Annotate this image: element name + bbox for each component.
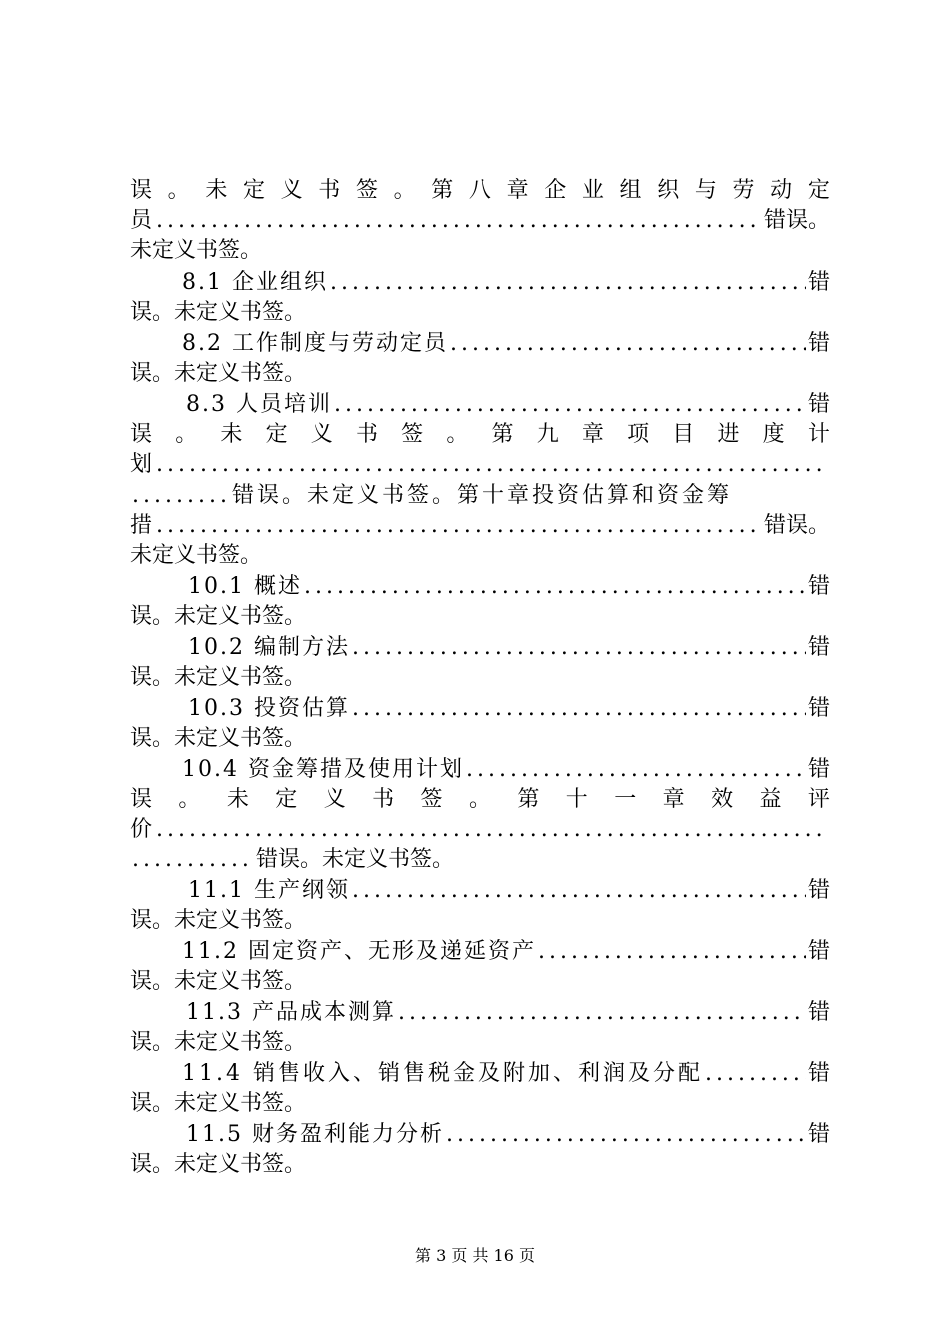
justified-char: 。 bbox=[167, 178, 190, 203]
toc-entry-page: 错 bbox=[807, 939, 830, 964]
toc-entry[interactable] bbox=[182, 329, 830, 359]
leader-dots bbox=[156, 511, 762, 541]
toc-line: 误。未定义书签。 bbox=[130, 1152, 307, 1177]
toc-entry-label: 划 bbox=[130, 452, 155, 477]
toc-entry-page: 错 bbox=[807, 635, 830, 660]
leader-dots bbox=[334, 390, 806, 420]
leader-dots bbox=[156, 450, 828, 480]
toc-entry-label: 8.1 企业组织 bbox=[182, 270, 328, 295]
toc-line: 误。未定义书签。 bbox=[130, 300, 307, 325]
justified-char: 。 bbox=[468, 787, 491, 812]
justified-char: 章 bbox=[581, 422, 604, 447]
leader-dots bbox=[132, 481, 230, 511]
justified-char: 计 bbox=[807, 422, 830, 447]
toc-entry-label: 11.2 固定资产、无形及递延资产 bbox=[182, 939, 536, 964]
leader-dots bbox=[705, 1059, 806, 1089]
toc-entry[interactable] bbox=[188, 876, 830, 906]
justified-char: 未 bbox=[226, 787, 249, 812]
leader-dots bbox=[446, 1120, 806, 1150]
justified-char: 织 bbox=[657, 178, 680, 203]
justified-char: 。 bbox=[178, 787, 201, 812]
justified-char: 章 bbox=[662, 787, 685, 812]
justified-char: 一 bbox=[614, 787, 637, 812]
justified-char: 义 bbox=[323, 787, 346, 812]
toc-entry-page: 错 bbox=[807, 696, 830, 721]
justified-char: 十 bbox=[565, 787, 588, 812]
justified-char: 益 bbox=[759, 787, 782, 812]
toc-entry-page: 错 bbox=[807, 574, 830, 599]
justified-char: 项 bbox=[627, 422, 650, 447]
toc-entry-label: 10.2 编制方法 bbox=[188, 635, 350, 660]
justified-char: 劳 bbox=[732, 178, 755, 203]
justified-char: 进 bbox=[717, 422, 740, 447]
justified-char: 书 bbox=[355, 422, 378, 447]
justified-char: 评 bbox=[807, 787, 830, 812]
toc-line: 误。未定义书签。 bbox=[130, 969, 307, 994]
toc-line: 未定义书签。 bbox=[130, 543, 263, 568]
toc-entry-label: 10.4 资金筹措及使用计划 bbox=[182, 757, 464, 782]
toc-entry-label: 价 bbox=[130, 817, 155, 842]
toc-line: 误。未定义书签。 bbox=[130, 1030, 307, 1055]
toc-line bbox=[130, 785, 830, 815]
justified-char: 效 bbox=[711, 787, 734, 812]
leader-dots bbox=[352, 694, 806, 724]
toc-line bbox=[130, 176, 830, 206]
toc-line bbox=[130, 420, 830, 450]
toc-entry-page: 错 bbox=[807, 757, 830, 782]
toc-entry-page: 错 bbox=[807, 331, 830, 356]
leader-dots bbox=[398, 998, 806, 1028]
toc-line: 误。未定义书签。 bbox=[130, 1091, 307, 1116]
justified-char: 业 bbox=[581, 178, 604, 203]
justified-char: 八 bbox=[468, 178, 491, 203]
toc-line: 误。未定义书签。 bbox=[130, 726, 307, 751]
toc-entry[interactable] bbox=[130, 206, 830, 236]
toc-entry[interactable] bbox=[130, 481, 830, 511]
leader-dots bbox=[466, 755, 806, 785]
justified-char: 第 bbox=[431, 178, 454, 203]
toc-entry-label: 10.3 投资估算 bbox=[188, 696, 350, 721]
toc-entry-label: 10.1 概述 bbox=[188, 574, 302, 599]
toc-entry[interactable] bbox=[182, 268, 830, 298]
leader-dots bbox=[450, 329, 806, 359]
justified-char: 章 bbox=[506, 178, 529, 203]
toc-entry-label: 员 bbox=[130, 208, 155, 233]
justified-char: 定 bbox=[807, 178, 830, 203]
justified-char: 。 bbox=[175, 422, 198, 447]
toc-entry-page: 错 bbox=[807, 878, 830, 903]
toc-entry[interactable] bbox=[182, 937, 830, 967]
justified-char: 误 bbox=[130, 787, 153, 812]
toc-entry[interactable] bbox=[130, 815, 830, 845]
toc-entry-label: 8.2 工作制度与劳动定员 bbox=[182, 331, 448, 356]
justified-char: 义 bbox=[310, 422, 333, 447]
toc-entry-page: 错 bbox=[807, 1122, 830, 1147]
toc-entry-page: 错误。未定义书签。第十章投资估算和资金筹 bbox=[232, 483, 733, 508]
toc-entry-page: 错 bbox=[807, 270, 830, 295]
justified-char: 第 bbox=[517, 787, 540, 812]
leader-dots bbox=[132, 845, 254, 875]
toc-entry[interactable] bbox=[130, 845, 830, 875]
toc-entry[interactable] bbox=[188, 572, 830, 602]
justified-char: 签 bbox=[401, 422, 424, 447]
toc-entry[interactable] bbox=[186, 1120, 830, 1150]
leader-dots bbox=[304, 572, 806, 602]
justified-char: 。 bbox=[393, 178, 416, 203]
justified-char: 书 bbox=[372, 787, 395, 812]
justified-char: 误 bbox=[130, 422, 153, 447]
leader-dots bbox=[156, 815, 828, 845]
justified-char: 定 bbox=[275, 787, 298, 812]
toc-entry-label: 11.1 生产纲领 bbox=[188, 878, 350, 903]
toc-line: 误。未定义书签。 bbox=[130, 665, 307, 690]
justified-char: 未 bbox=[220, 422, 243, 447]
toc-entry-page: 错误。 bbox=[763, 208, 830, 233]
justified-char: 定 bbox=[242, 178, 265, 203]
toc-entry[interactable] bbox=[182, 1059, 830, 1089]
leader-dots bbox=[156, 206, 762, 236]
toc-entry-label: 11.5 财务盈利能力分析 bbox=[186, 1122, 444, 1147]
toc-entry-label: 11.4 销售收入、销售税金及附加、利润及分配 bbox=[182, 1061, 703, 1086]
toc-line: 误。未定义书签。 bbox=[130, 361, 307, 386]
justified-char: 。 bbox=[446, 422, 469, 447]
justified-char: 第 bbox=[491, 422, 514, 447]
toc-entry[interactable] bbox=[130, 511, 830, 541]
justified-char: 书 bbox=[318, 178, 341, 203]
justified-char: 定 bbox=[265, 422, 288, 447]
toc-entry-page: 错 bbox=[807, 1061, 830, 1086]
toc-entry[interactable] bbox=[188, 694, 830, 724]
toc-line: 误。未定义书签。 bbox=[130, 908, 307, 933]
justified-char: 组 bbox=[619, 178, 642, 203]
justified-char: 企 bbox=[544, 178, 567, 203]
toc-entry[interactable] bbox=[186, 998, 830, 1028]
toc-entry-label: 11.3 产品成本测算 bbox=[186, 1000, 396, 1025]
leader-dots bbox=[538, 937, 806, 967]
justified-char: 误 bbox=[130, 178, 153, 203]
justified-char: 目 bbox=[672, 422, 695, 447]
toc-entry[interactable] bbox=[188, 633, 830, 663]
page-footer: 第 3 页 共 16 页 bbox=[415, 1246, 535, 1265]
leader-dots bbox=[352, 876, 806, 906]
justified-char: 义 bbox=[280, 178, 303, 203]
justified-char: 未 bbox=[205, 178, 228, 203]
justified-char: 九 bbox=[536, 422, 559, 447]
toc-entry-label: 措 bbox=[130, 513, 155, 538]
toc-entry[interactable] bbox=[182, 755, 830, 785]
justified-char: 签 bbox=[420, 787, 443, 812]
toc-entry-label: 8.3 人员培训 bbox=[186, 392, 332, 417]
justified-char: 动 bbox=[770, 178, 793, 203]
leader-dots bbox=[330, 268, 806, 298]
leader-dots bbox=[352, 633, 806, 663]
toc-entry-page: 错 bbox=[807, 392, 830, 417]
toc-line: 未定义书签。 bbox=[130, 238, 263, 263]
toc-entry[interactable] bbox=[186, 390, 830, 420]
justified-char: 与 bbox=[694, 178, 717, 203]
toc-entry-page: 错误。 bbox=[763, 513, 830, 538]
justified-char: 度 bbox=[762, 422, 785, 447]
toc-line: 误。未定义书签。 bbox=[130, 604, 307, 629]
toc-entry[interactable] bbox=[130, 450, 830, 480]
toc-entry-page: 错 bbox=[807, 1000, 830, 1025]
toc-entry-page: 错误。未定义书签。 bbox=[256, 847, 455, 872]
justified-char: 签 bbox=[355, 178, 378, 203]
